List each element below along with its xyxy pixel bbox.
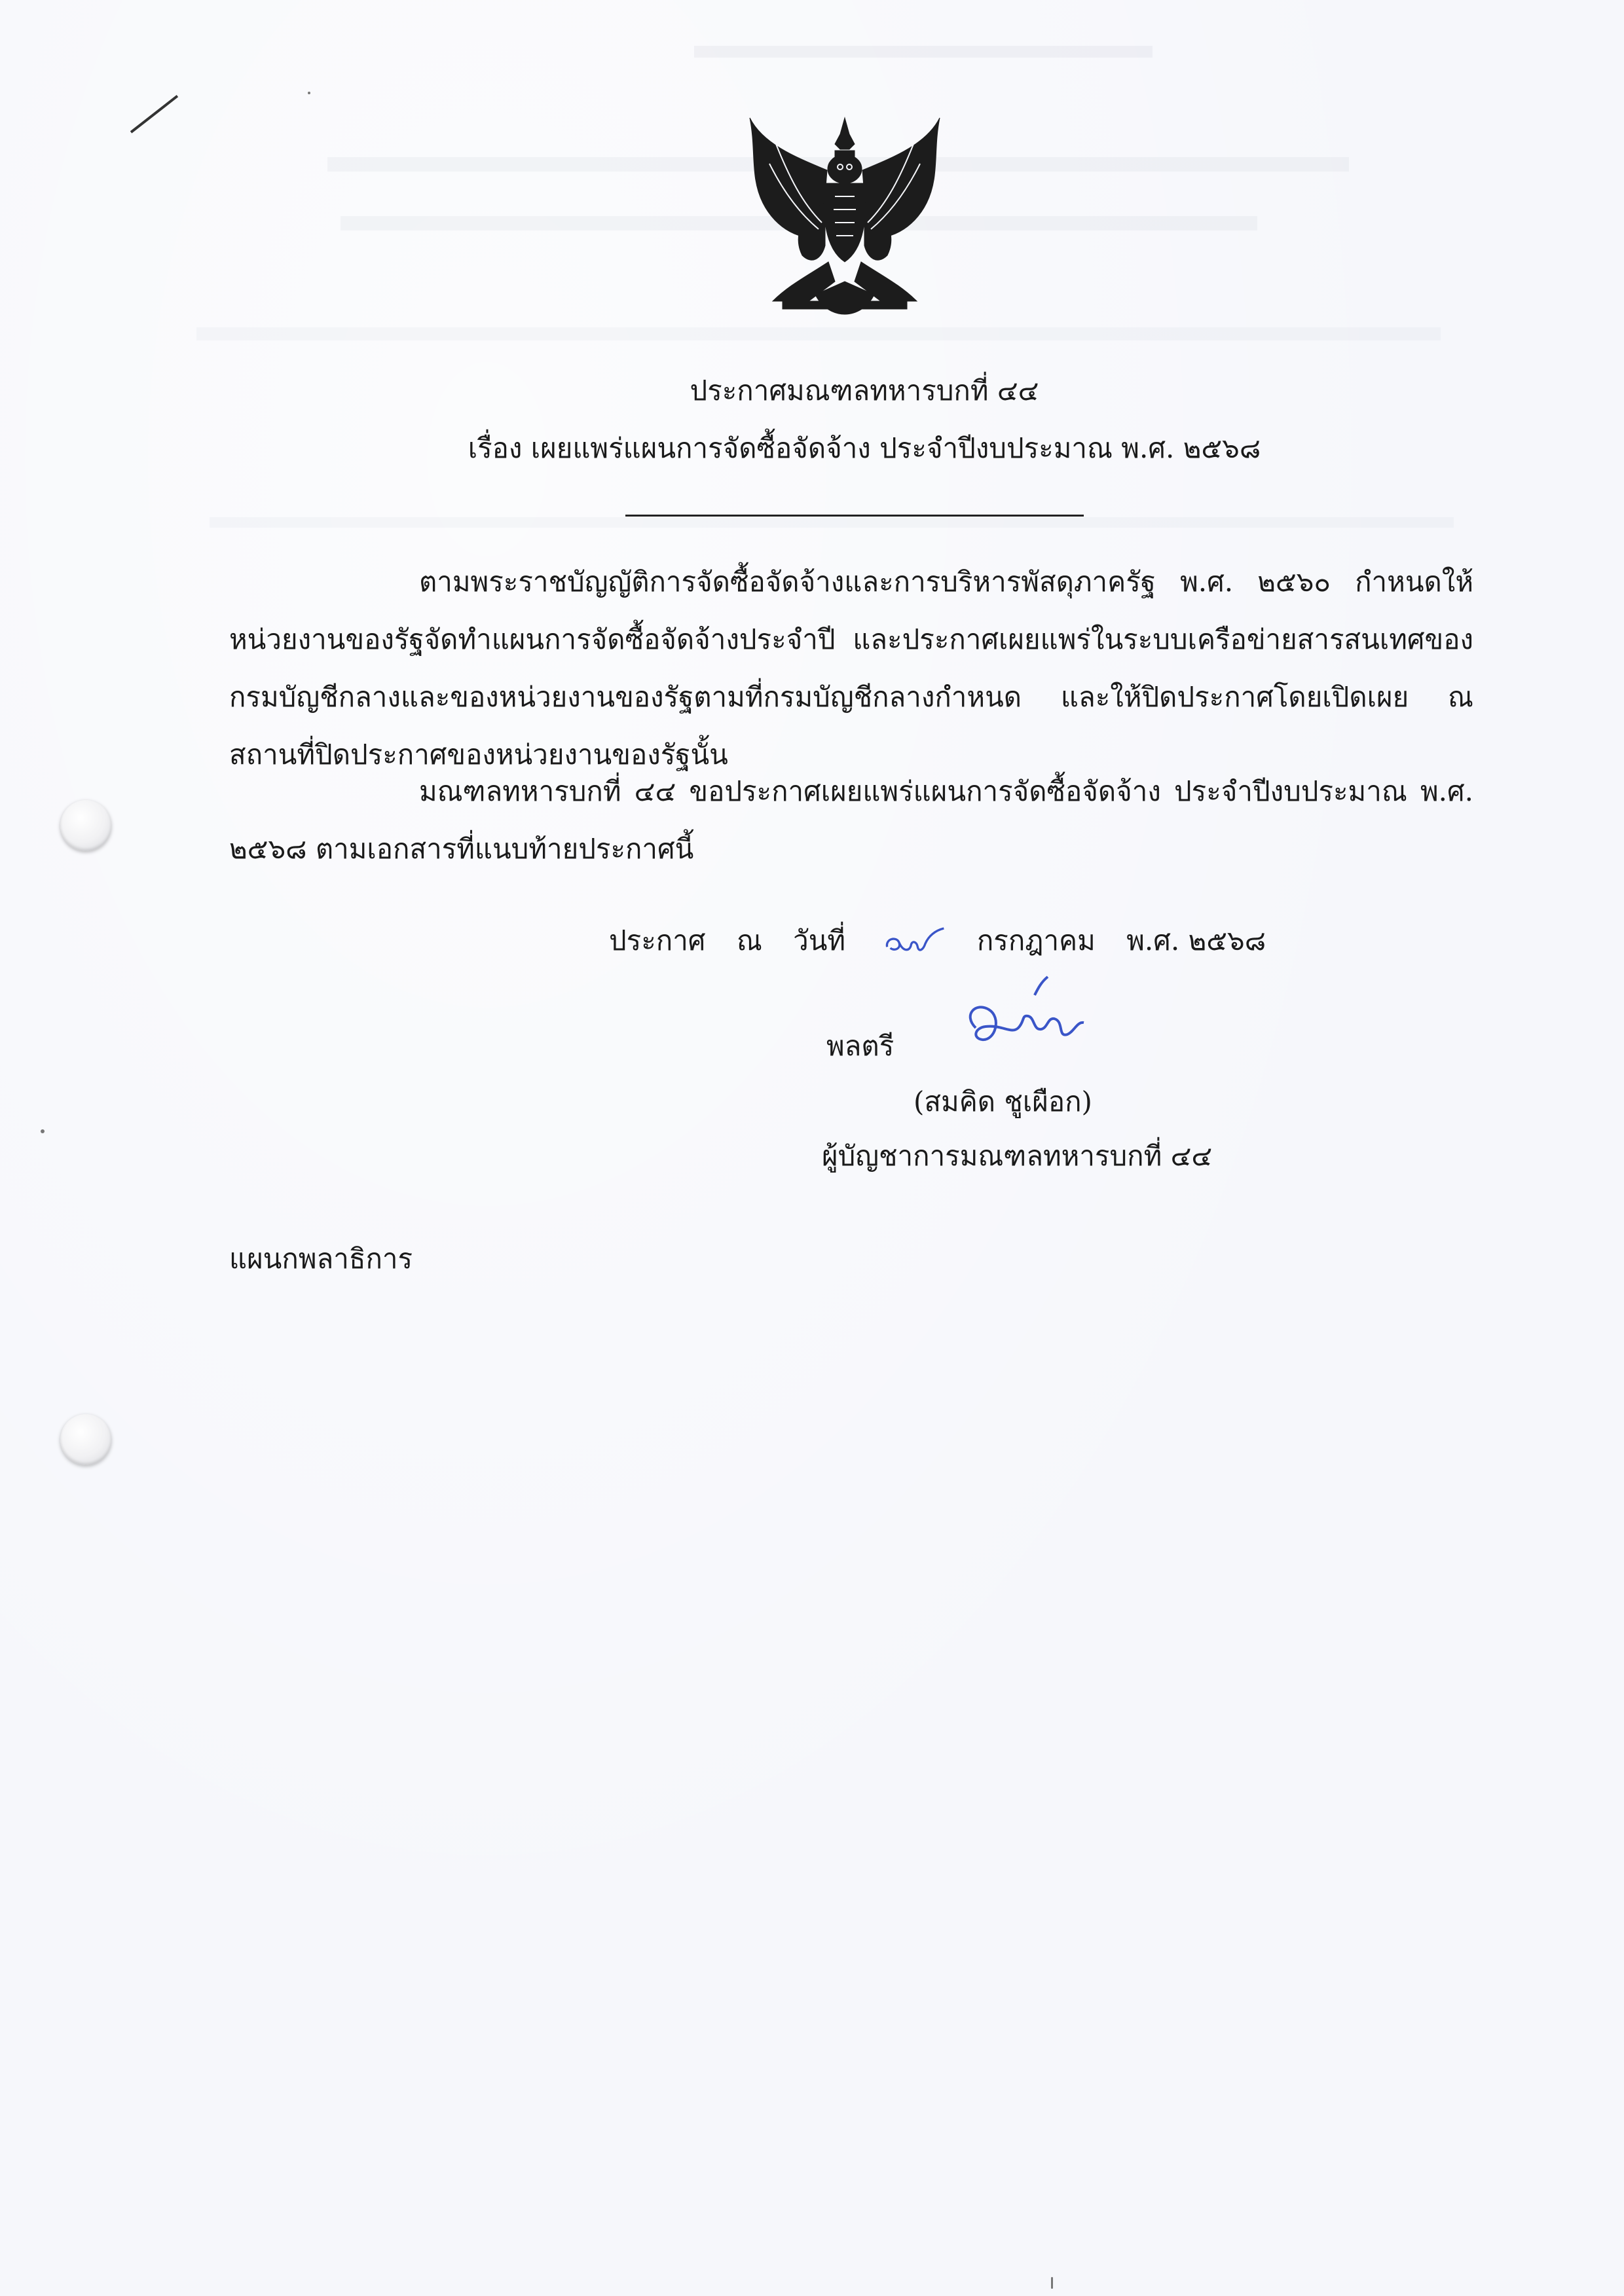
date-line (609, 919, 1288, 962)
body-paragraph-1-text: ตามพระราชบัญญัติการจัดซื้อจัดจ้างและการบริหารพัสดุภาครัฐ พ.ศ. ๒๕๖๐ กำหนดให้หน่วยงานของรัฐจัดทำแผนการจัดซื้อจัดจ้างประจำปี และประกาศเผยแพร่ในระบบเครือข่ายสารสนเทศของกรมบัญชีกลางและของหน่วยงานของรัฐตามที่กรมบัญชีกลางกำหนด และให้ปิดประกาศโดยเปิดเผย ณ สถานที่ปิดประกาศของหน่วยงานของรัฐนั้น (229, 566, 1473, 771)
garuda-emblem-icon (737, 105, 953, 334)
handwritten-signature (956, 975, 1094, 1061)
paper-speck (308, 92, 310, 94)
issuing-department: แผนกพลาธิการ (229, 1243, 413, 1275)
body-paragraph-1 (229, 553, 1473, 784)
signer-rank: พลตรี (826, 1030, 895, 1062)
date-at-label: ณ (736, 924, 762, 957)
body-paragraph-2 (229, 763, 1473, 878)
date-month: กรกฎาคม (976, 924, 1096, 957)
pen-mark (130, 95, 178, 134)
punch-hole-top (60, 800, 111, 851)
punch-hole-bottom (60, 1414, 111, 1465)
show-through-artifact (210, 517, 1454, 528)
date-year: พ.ศ. ๒๕๖๘ (1126, 924, 1266, 957)
show-through-artifact (694, 46, 1153, 58)
paper-speck (41, 1129, 45, 1133)
body-paragraph-2-text: มณฑลทหารบกที่ ๔๔ ขอประกาศเผยแพร่แผนการจัดซื้อจัดจ้าง ประจำปีงบประมาณ พ.ศ. ๒๕๖๘ ตามเอกสารที่แนบท้ายประกาศนี้ (229, 775, 1473, 865)
date-announced-label: ประกาศ (609, 924, 706, 957)
title-divider (625, 515, 1084, 517)
handwritten-day-number (876, 925, 955, 958)
signer-position: ผู้บัญชาการมณฑลทหารบกที่ ๔๔ (822, 1140, 1213, 1172)
paper-speck (1051, 2277, 1053, 2289)
announcement-title: ประกาศมณฑลทหารบกที่ ๔๔ (690, 374, 1039, 407)
announcement-subject: เรื่อง เผยแพร่แผนการจัดซื้อจัดจ้าง ประจำปีงบประมาณ พ.ศ. ๒๕๖๘ (468, 432, 1261, 464)
date-day-label: วันที่ (793, 924, 846, 957)
signer-name: (สมคิด ชูเผือก) (913, 1085, 1092, 1118)
